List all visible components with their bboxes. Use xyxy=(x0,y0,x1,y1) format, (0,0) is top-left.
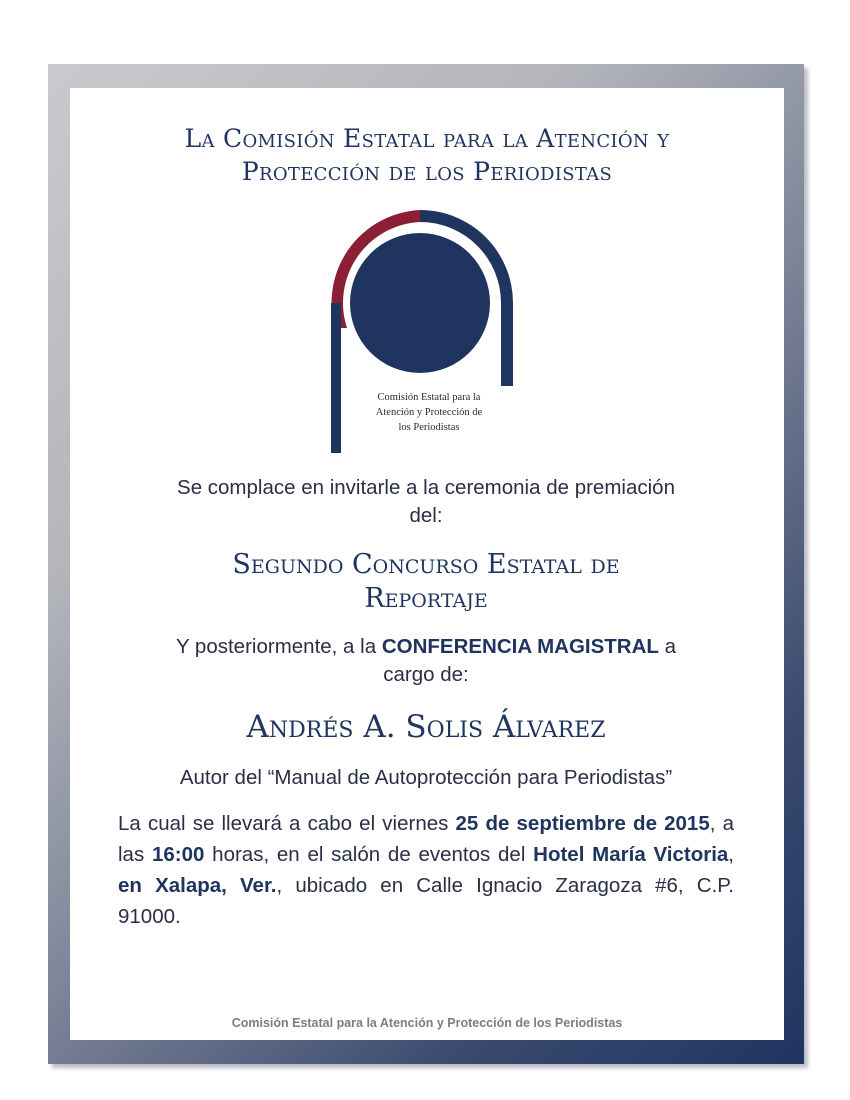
event-time: 16:00 xyxy=(151,843,205,866)
event-venue: Hotel María Victoria xyxy=(533,843,729,866)
organization-title xyxy=(70,122,784,188)
title-line-1: La Comisión Estatal para la Atención y xyxy=(184,124,670,153)
event-text-1: La cual se llevará a cabo el viernes xyxy=(118,812,456,835)
conference-text xyxy=(110,633,742,689)
event-text-5: , ubicado en Calle Ignacio Zaragoza #6, C.P. 91000. xyxy=(118,874,734,928)
conference-highlight: CONFERENCIA MAGISTRAL xyxy=(381,635,659,658)
conference-suffix: a xyxy=(658,635,677,658)
logo-caption-line-1: Comisión Estatal para la xyxy=(377,392,481,403)
speaker-author-line: Autor del “Manual de Autoprotección para Periodistas” xyxy=(179,766,673,789)
contest-line-2: Reportaje xyxy=(364,583,488,614)
logo-caption xyxy=(345,390,513,435)
footer-text: Comisión Estatal para la Atención y Protección de los Periodistas xyxy=(231,1016,623,1030)
event-city: en Xalapa, Ver. xyxy=(118,874,277,897)
contest-line-1: Segundo Concurso Estatal de xyxy=(232,549,620,580)
event-date: 25 de septiembre de 2015 xyxy=(455,812,710,835)
event-details xyxy=(118,808,734,932)
event-text-2: , a las xyxy=(118,812,734,866)
speaker-name: Andrés A. Solis Álvarez xyxy=(246,709,606,745)
title-line-2: Protección de los Periodistas xyxy=(241,157,613,186)
event-text-3: horas, en el salón de eventos del xyxy=(204,843,534,866)
conference-prefix: Y posteriormente, a la xyxy=(175,635,382,658)
invitation-line-1: Se complace en invitarle a la ceremonia de premiación xyxy=(177,476,675,499)
contest-title xyxy=(110,548,742,616)
invitation-line-2: del: xyxy=(409,504,443,527)
invitation-text xyxy=(110,474,742,530)
conference-line-2: cargo de: xyxy=(383,663,469,686)
logo-inner-circle xyxy=(350,233,490,373)
logo-left-stem xyxy=(331,303,341,453)
logo-caption-line-2: Atención y Protección de xyxy=(375,407,483,418)
event-text-4: , xyxy=(728,843,734,866)
logo-caption-line-3: los Periodistas xyxy=(398,422,460,433)
